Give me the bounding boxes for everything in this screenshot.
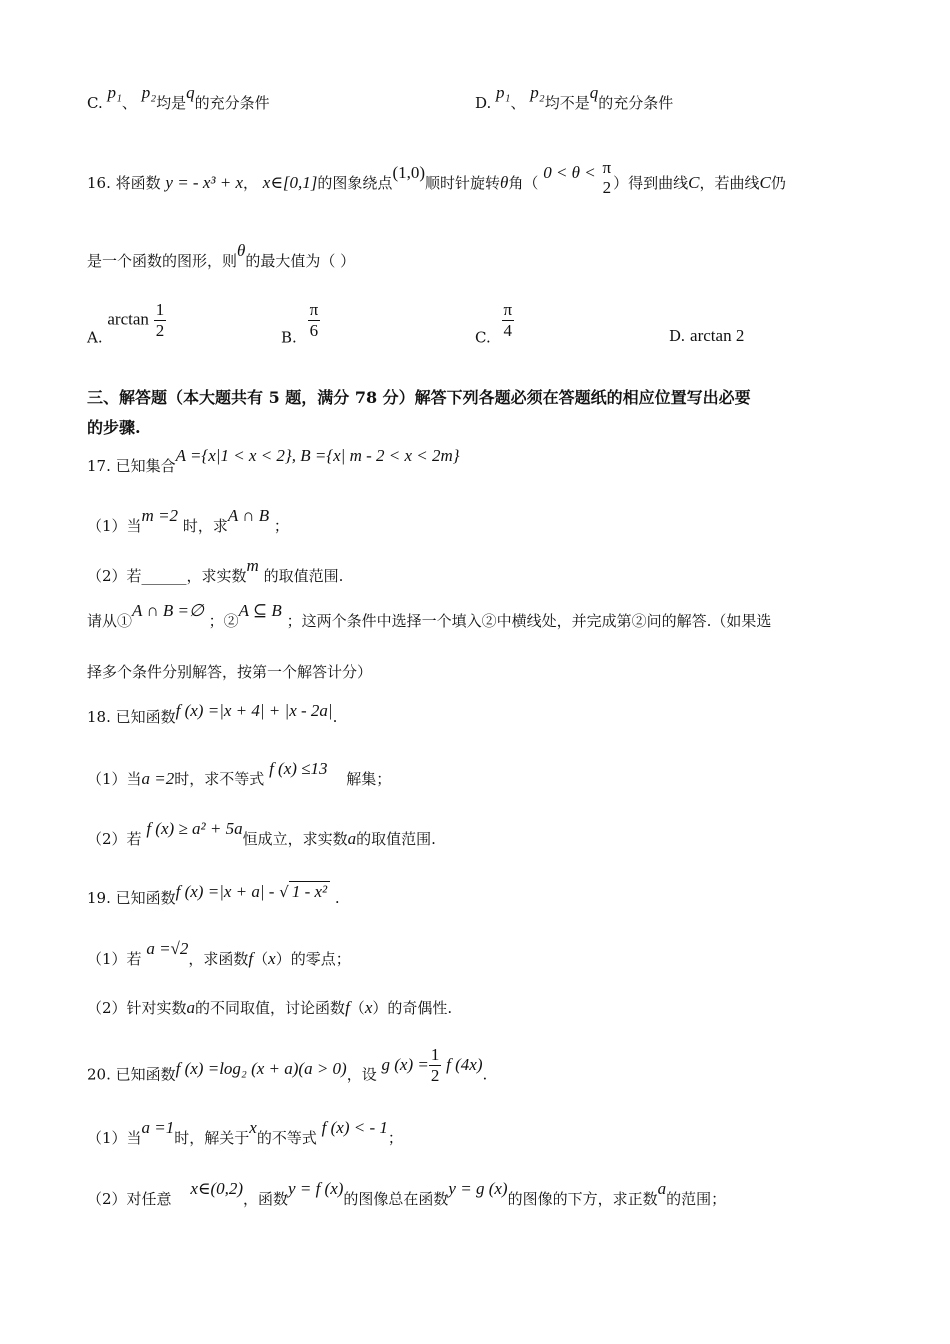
- q20-stem: 20. 已知函数f (x) =log₂ (x + a)(a > 0)，设 g (x) = $\frac{1}{2}$ f (4x).: [87, 1045, 488, 1085]
- q17-conditions-cont: 择多个条件分别解答，按第一个解答计分）: [87, 663, 373, 681]
- q16-stem-line1: 16. 将函数 y = - x³ + x， x∈[0,1]的图象绕点(1,0)顺时针旋转θ角（ 0 < θ < π 2 ）得到曲线C，若曲线C仍: [87, 158, 786, 197]
- q16-option-b: B. $\frac{\pi}{6}$: [281, 300, 319, 347]
- q16-pi-over-2: π 2: [602, 158, 612, 197]
- q19-part2: （2）针对实数a的不同取值，讨论函数f（x）的奇偶性.: [87, 998, 453, 1017]
- q16-option-d: D. arctan 2: [669, 326, 745, 345]
- q17-part2: （2）若______，求实数m 的取值范围.: [87, 556, 344, 585]
- q19-part1: （1）若 a =√2，求函数f（x）的零点；: [87, 939, 351, 968]
- q16-option-c: C. $\frac{\pi}{4}$: [475, 300, 513, 347]
- q15-option-d: D. p₁、 p₂均不是q的充分条件: [475, 83, 674, 112]
- q19-sqrt: 1 - x²: [289, 881, 330, 902]
- q18-stem: 18. 已知函数f (x) =|x + 4| + |x - 2a|.: [87, 701, 338, 726]
- q17-stem: 17. 已知集合A ={x|1 < x < 2}, B ={x| m - 2 < x < 2m}: [87, 446, 460, 475]
- q17-part1: （1）当m =2 时，求A ∩ B ；: [87, 506, 289, 535]
- q18-part1: （1）当a =2时，求不等式 f (x) ≤13 解集；: [87, 759, 392, 788]
- q17-conditions: 请从①A ∩ B =∅ ；②A ⊆ B ；这两个条件中选择一个填入②中横线处，并完成第②问的解答.（如果选: [87, 601, 772, 630]
- q18-part2: （2）若 f (x) ≥ a² + 5a恒成立，求实数a的取值范围.: [87, 819, 436, 848]
- section3-heading: 三、解答题（本大题共有 5 题，满分 78 分）解答下列各题必须在答题纸的相应位置写出必要: [87, 388, 751, 407]
- q16-option-a: A. arctan $\frac{1}{2}$: [87, 300, 165, 347]
- q15-option-c: C. p₁、 p₂均是q的充分条件: [87, 83, 270, 112]
- q16-stem-line2: 是一个函数的图形，则θ的最大值为（ ）: [87, 241, 356, 270]
- q19-stem: 19. 已知函数f (x) =|x + a| - √ 1 - x² .: [87, 882, 340, 907]
- q20-part2: （2）对任意 x∈(0,2)，函数y = f (x)的图像总在函数y = g (x)的图像的下方，求正数a的范围；: [87, 1179, 727, 1208]
- q20-part1: （1）当a =1时，解关于x的不等式 f (x) < - 1；: [87, 1118, 403, 1147]
- section3-heading-cont: 的步骤.: [87, 418, 141, 437]
